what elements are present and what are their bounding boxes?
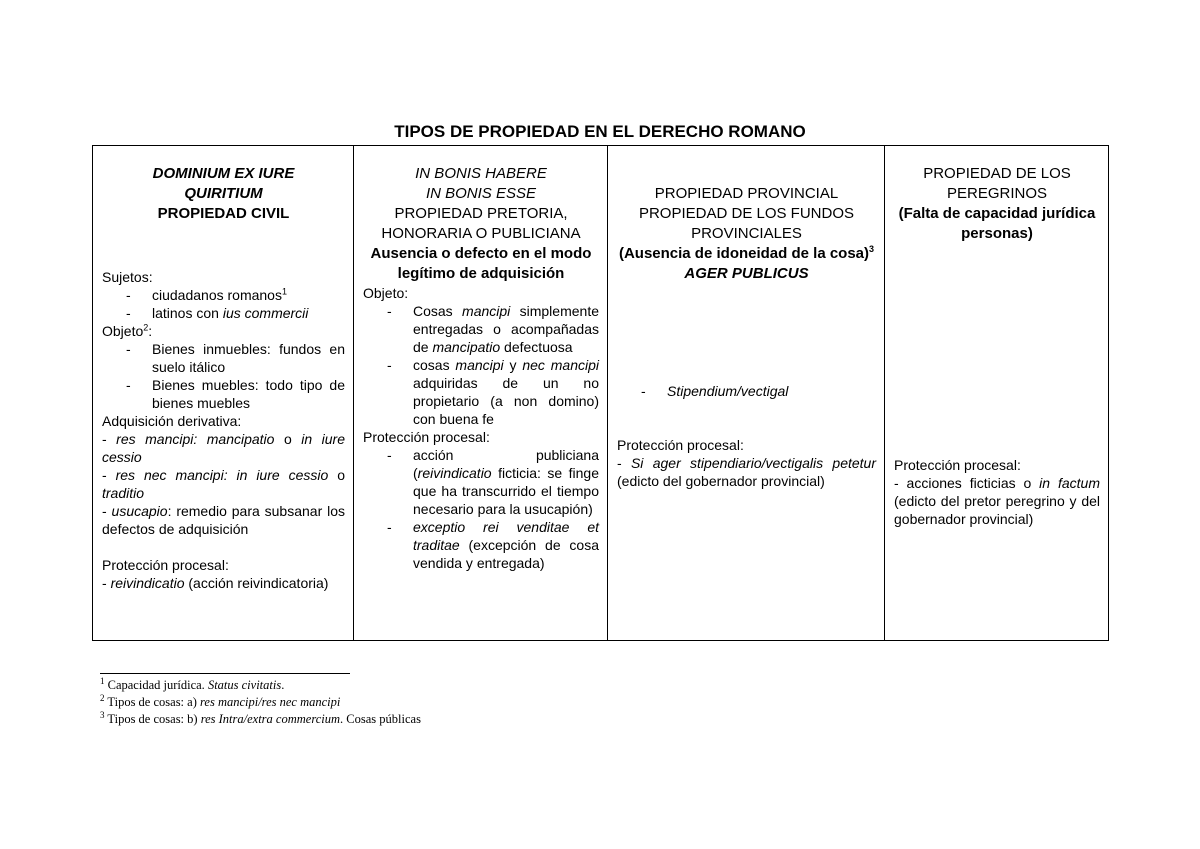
header-line: PROPIEDAD CIVIL bbox=[157, 205, 290, 222]
objeto-label: Objeto: bbox=[363, 285, 409, 301]
adquisicion-item: - res nec mancipi: in iure cessio o traditio bbox=[102, 467, 345, 501]
list-item: - Bienes muebles: todo tipo de bienes muebles bbox=[126, 376, 345, 412]
header-line: Ausencia o defecto en el modo legítimo de adquisición bbox=[370, 245, 592, 282]
sujetos-list bbox=[102, 286, 345, 322]
column-provincial bbox=[608, 146, 885, 641]
proteccion-label: Protección procesal: bbox=[617, 437, 744, 453]
footnote-ref: 2 bbox=[143, 322, 149, 333]
header-line: IN BONIS HABERE bbox=[415, 165, 547, 182]
proteccion-item: - reivindicatio (acción reivindicatoria) bbox=[102, 575, 329, 591]
header-line: PROPIEDAD PRETORIA, bbox=[394, 205, 568, 222]
proteccion-label: Protección procesal: bbox=[894, 457, 1021, 473]
header-line: AGER PUBLICUS bbox=[684, 265, 809, 282]
column-provincial-header bbox=[617, 164, 876, 284]
adquisicion-item: - usucapio: remedio para subsanar los defectos de adquisición bbox=[102, 503, 345, 537]
ager-list bbox=[617, 382, 876, 400]
column-dominium-header bbox=[102, 164, 345, 224]
adquisicion-item: - res mancipi: mancipatio o in iure cessio bbox=[102, 431, 345, 465]
property-types-table bbox=[92, 145, 1109, 641]
header-line: HONORARIA O PUBLICIANA bbox=[381, 225, 581, 242]
proteccion-list bbox=[363, 446, 599, 572]
footnote-ref: 1 bbox=[281, 286, 287, 297]
proteccion-item: - acciones ficticias o in factum (edicto del pretor peregrino y del gobernador provincial) bbox=[894, 475, 1100, 527]
header-line: PROPIEDAD DE LOS FUNDOS PROVINCIALES bbox=[638, 205, 855, 242]
header-line: DOMINIUM EX IURE bbox=[152, 165, 295, 182]
list-item: - Cosas mancipi simplemente entregadas o acompañadas de mancipatio defectuosa bbox=[387, 302, 599, 356]
list-item: - cosas mancipi y nec mancipi adquiridas de un no propietario (a non domino) con buena fe bbox=[387, 356, 599, 428]
footnote: $^3$ Tipos de cosas: b) res Intra/extra commercium. Cosas públicas bbox=[100, 709, 421, 726]
footnote-separator bbox=[100, 673, 350, 674]
list-item: - acción publiciana (reivindicatio ficticia: se finge que ha transcurrido el tiempo necesario para la usucapión) bbox=[387, 446, 599, 518]
proteccion-item: - Si ager stipendiario/vectigalis petetur (edicto del gobernador provincial) bbox=[617, 455, 876, 489]
footnote: $^2$ Tipos de cosas: a) res mancipi/res nec mancipi bbox=[100, 692, 341, 709]
footnote-ref: 3 bbox=[869, 244, 875, 254]
list-item: - exceptio rei venditae et traditae (excepción de cosa vendida y entregada) bbox=[387, 518, 599, 572]
header-line: PROPIEDAD PROVINCIAL bbox=[654, 185, 839, 202]
list-item: - Bienes inmuebles: fundos en suelo itálico bbox=[126, 340, 345, 376]
objeto-label: Objeto$^2$: bbox=[102, 322, 153, 339]
footnotes bbox=[100, 677, 421, 728]
column-peregrinos bbox=[885, 146, 1109, 641]
column-in-bonis-header bbox=[363, 164, 599, 284]
column-dominium bbox=[93, 146, 354, 641]
document-title: TIPOS DE PROPIEDAD EN EL DERECHO ROMANO bbox=[394, 122, 806, 141]
header-line: (Ausencia de idoneidad de la cosa)$^3$ bbox=[618, 244, 875, 262]
column-in-bonis bbox=[354, 146, 608, 641]
proteccion-label: Protección procesal: bbox=[363, 429, 490, 445]
header-line: QUIRITIUM bbox=[184, 185, 263, 202]
header-line: IN BONIS ESSE bbox=[425, 185, 537, 202]
objeto-list bbox=[102, 340, 345, 412]
footnote: $^1$ Capacidad jurídica. Status civitatis. bbox=[100, 675, 285, 692]
adquisicion-label: Adquisición derivativa: bbox=[102, 413, 242, 429]
header-line: (Falta de capacidad jurídica personas) bbox=[898, 205, 1096, 242]
list-item: - latinos con ius commercii bbox=[126, 304, 345, 322]
proteccion-label: Protección procesal: bbox=[102, 557, 229, 573]
column-peregrinos-header bbox=[894, 164, 1100, 244]
sujetos-label: Sujetos: bbox=[102, 269, 153, 285]
objeto-list bbox=[363, 302, 599, 428]
list-item: - ciudadanos romanos$^1$ bbox=[126, 286, 345, 304]
list-item: - Stipendium/vectigal bbox=[641, 382, 876, 400]
header-line: PROPIEDAD DE LOS PEREGRINOS bbox=[923, 165, 1071, 202]
